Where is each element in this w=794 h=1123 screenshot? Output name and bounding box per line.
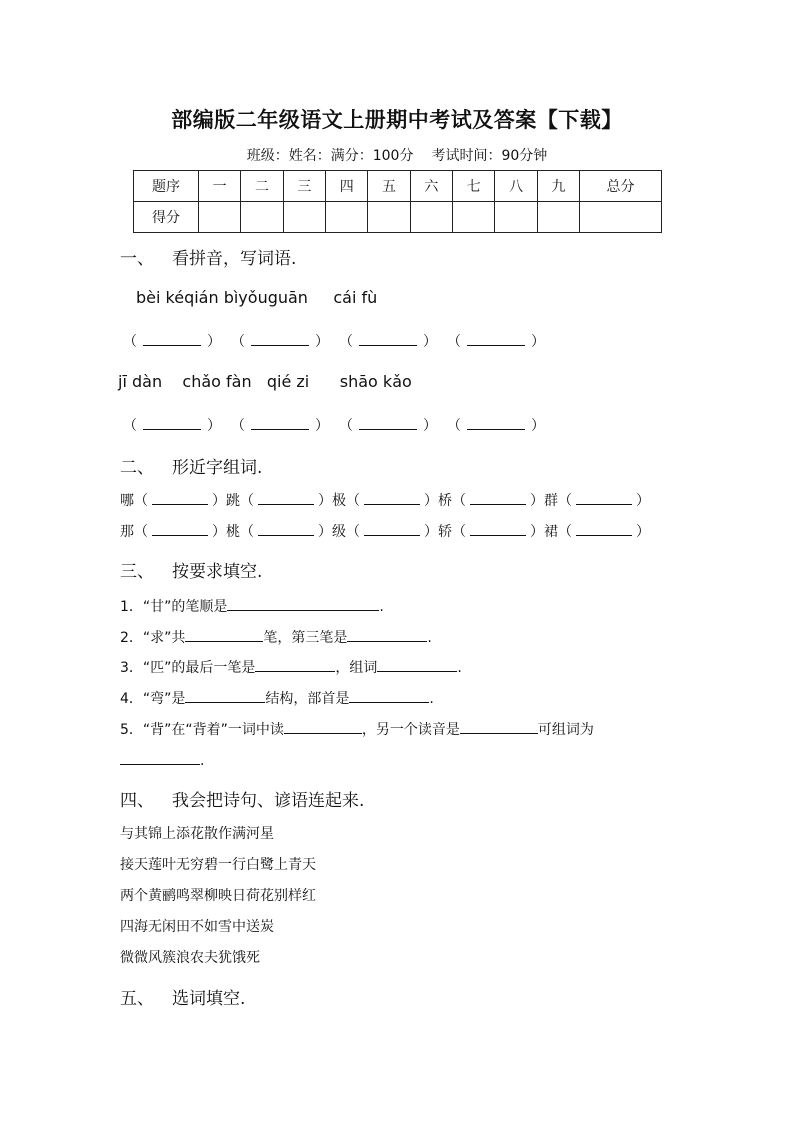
fill-blank[interactable]: [284, 719, 362, 734]
question-text: 可组词为: [537, 722, 594, 738]
word-blank[interactable]: [152, 523, 208, 536]
question-text: ，组词: [335, 660, 378, 676]
section-3-heading: [120, 557, 262, 582]
exam-time-label: 考试时间：90分钟: [431, 148, 548, 164]
question-text: 1．“甘”的笔顺是: [120, 599, 228, 615]
answer-blanks-row-2: （ ） （ ） （ ） （ ）: [123, 418, 545, 434]
exam-title: 部编版二年级语文上册期中考试及答案【下载】: [171, 107, 623, 132]
word-blank[interactable]: [576, 492, 632, 505]
fill-question-4: [120, 688, 434, 708]
char: 桃: [226, 524, 240, 540]
score-table-score-row: [134, 202, 662, 233]
poem-line: 与其锦上添花散作满河星: [120, 826, 274, 842]
section-title: 看拼音，写词语.: [172, 249, 297, 269]
score-cell[interactable]: [199, 202, 241, 233]
score-cell[interactable]: [326, 202, 368, 233]
answer-blank[interactable]: [251, 417, 309, 430]
question-text: .: [200, 753, 205, 769]
section-number: 五、: [120, 989, 154, 1009]
question-text: .: [429, 691, 434, 707]
char: 跳: [226, 493, 240, 509]
char: 群: [544, 493, 558, 509]
score-header-cell: 五: [368, 171, 410, 202]
score-row-label: 得分: [134, 202, 199, 233]
char-row-2: 那（ ）桃（ ）级（ ）轿（ ）裙（ ）: [120, 524, 650, 540]
word-blank[interactable]: [470, 523, 526, 536]
score-cell[interactable]: [453, 202, 495, 233]
answer-blank[interactable]: [467, 333, 525, 346]
fill-blank[interactable]: [377, 657, 457, 672]
char: 哪: [120, 493, 134, 509]
score-header-cell: 题序: [134, 171, 199, 202]
fill-blank[interactable]: [460, 719, 538, 734]
section-number: 二、: [120, 458, 154, 478]
score-cell[interactable]: [368, 202, 410, 233]
section-title: 形近字组词.: [172, 458, 263, 478]
score-header-cell: 九: [537, 171, 579, 202]
section-number: 四、: [120, 791, 154, 811]
poem-line: 两个黄鹂鸣翠柳映日荷花别样红: [120, 888, 316, 904]
answer-blank[interactable]: [143, 417, 201, 430]
fill-question-1: [120, 596, 384, 616]
fill-blank[interactable]: [227, 596, 379, 611]
word-blank[interactable]: [258, 492, 314, 505]
question-text: 4．“弯”是: [120, 691, 186, 707]
answer-blank[interactable]: [467, 417, 525, 430]
question-text: 笔，第三笔是: [263, 630, 348, 646]
score-cell[interactable]: [283, 202, 325, 233]
section-2-heading: [120, 453, 262, 478]
fill-question-5-cont: [120, 750, 204, 769]
char: 那: [120, 524, 134, 540]
score-cell[interactable]: [241, 202, 283, 233]
word-blank[interactable]: [152, 492, 208, 505]
char: 级: [332, 524, 346, 540]
section-number: 三、: [120, 562, 154, 582]
class-name-score-label: 班级：姓名：满分：100分: [246, 148, 414, 164]
char: 极: [332, 493, 346, 509]
section-1-heading: [120, 244, 296, 269]
score-table: [133, 170, 662, 233]
score-cell[interactable]: [580, 202, 662, 233]
answer-blank[interactable]: [251, 333, 309, 346]
section-title: 选词填空.: [172, 989, 246, 1009]
score-cell[interactable]: [495, 202, 537, 233]
poem-line: 接天莲叶无穷碧一行白鹭上青天: [120, 857, 316, 873]
fill-blank[interactable]: [347, 627, 427, 642]
score-header-cell: 七: [453, 171, 495, 202]
answer-blank[interactable]: [359, 417, 417, 430]
question-text: 结构，部首是: [265, 691, 350, 707]
answer-blank[interactable]: [143, 333, 201, 346]
char-row-1: 哪（ ）跳（ ）极（ ）桥（ ）群（ ）: [120, 493, 650, 509]
pinyin-row-1: bèi kéqián bìyǒuguān cái fù: [136, 288, 378, 307]
word-blank[interactable]: [364, 492, 420, 505]
question-text: ，另一个读音是: [361, 722, 460, 738]
char: 轿: [438, 524, 452, 540]
question-text: 5．“背”在“背着”一词中读: [120, 722, 284, 738]
poem-line: 四海无闲田不如雪中送炭: [120, 919, 274, 935]
fill-blank[interactable]: [349, 688, 429, 703]
pinyin-row-2: jī dàn chǎo fàn qié zi shāo kǎo: [118, 372, 412, 391]
poem-line: 微微风簇浪农夫犹饿死: [120, 950, 260, 966]
fill-question-3: [120, 657, 462, 677]
section-number: 一、: [120, 249, 154, 269]
score-header-cell: 一: [199, 171, 241, 202]
fill-question-5: [120, 719, 594, 739]
section-title: 按要求填空.: [172, 562, 263, 582]
question-text: .: [457, 660, 462, 676]
question-text: 2．“求”共: [120, 630, 186, 646]
score-header-cell: 总分: [580, 171, 662, 202]
score-cell[interactable]: [537, 202, 579, 233]
fill-blank[interactable]: [255, 657, 335, 672]
word-blank[interactable]: [576, 523, 632, 536]
score-header-cell: 二: [241, 171, 283, 202]
question-text: .: [427, 630, 432, 646]
fill-blank[interactable]: [185, 688, 265, 703]
word-blank[interactable]: [364, 523, 420, 536]
section-4-heading: [120, 786, 364, 811]
score-header-cell: 四: [326, 171, 368, 202]
answer-blanks-row-1: （ ） （ ） （ ） （ ）: [123, 334, 545, 350]
fill-blank[interactable]: [120, 750, 200, 765]
char: 桥: [438, 493, 452, 509]
word-blank[interactable]: [470, 492, 526, 505]
section-5-heading: [120, 984, 245, 1009]
score-header-cell: 八: [495, 171, 537, 202]
exam-info: [0, 145, 794, 165]
word-blank[interactable]: [258, 523, 314, 536]
score-table-header-row: [134, 171, 662, 202]
fill-blank[interactable]: [185, 627, 263, 642]
answer-blank[interactable]: [359, 333, 417, 346]
score-header-cell: 六: [410, 171, 452, 202]
section-title: 我会把诗句、谚语连起来.: [172, 791, 365, 811]
question-text: .: [379, 599, 384, 615]
char: 裙: [544, 524, 558, 540]
question-text: 3．“匹”的最后一笔是: [120, 660, 256, 676]
fill-question-2: [120, 627, 432, 647]
score-cell[interactable]: [410, 202, 452, 233]
score-header-cell: 三: [283, 171, 325, 202]
